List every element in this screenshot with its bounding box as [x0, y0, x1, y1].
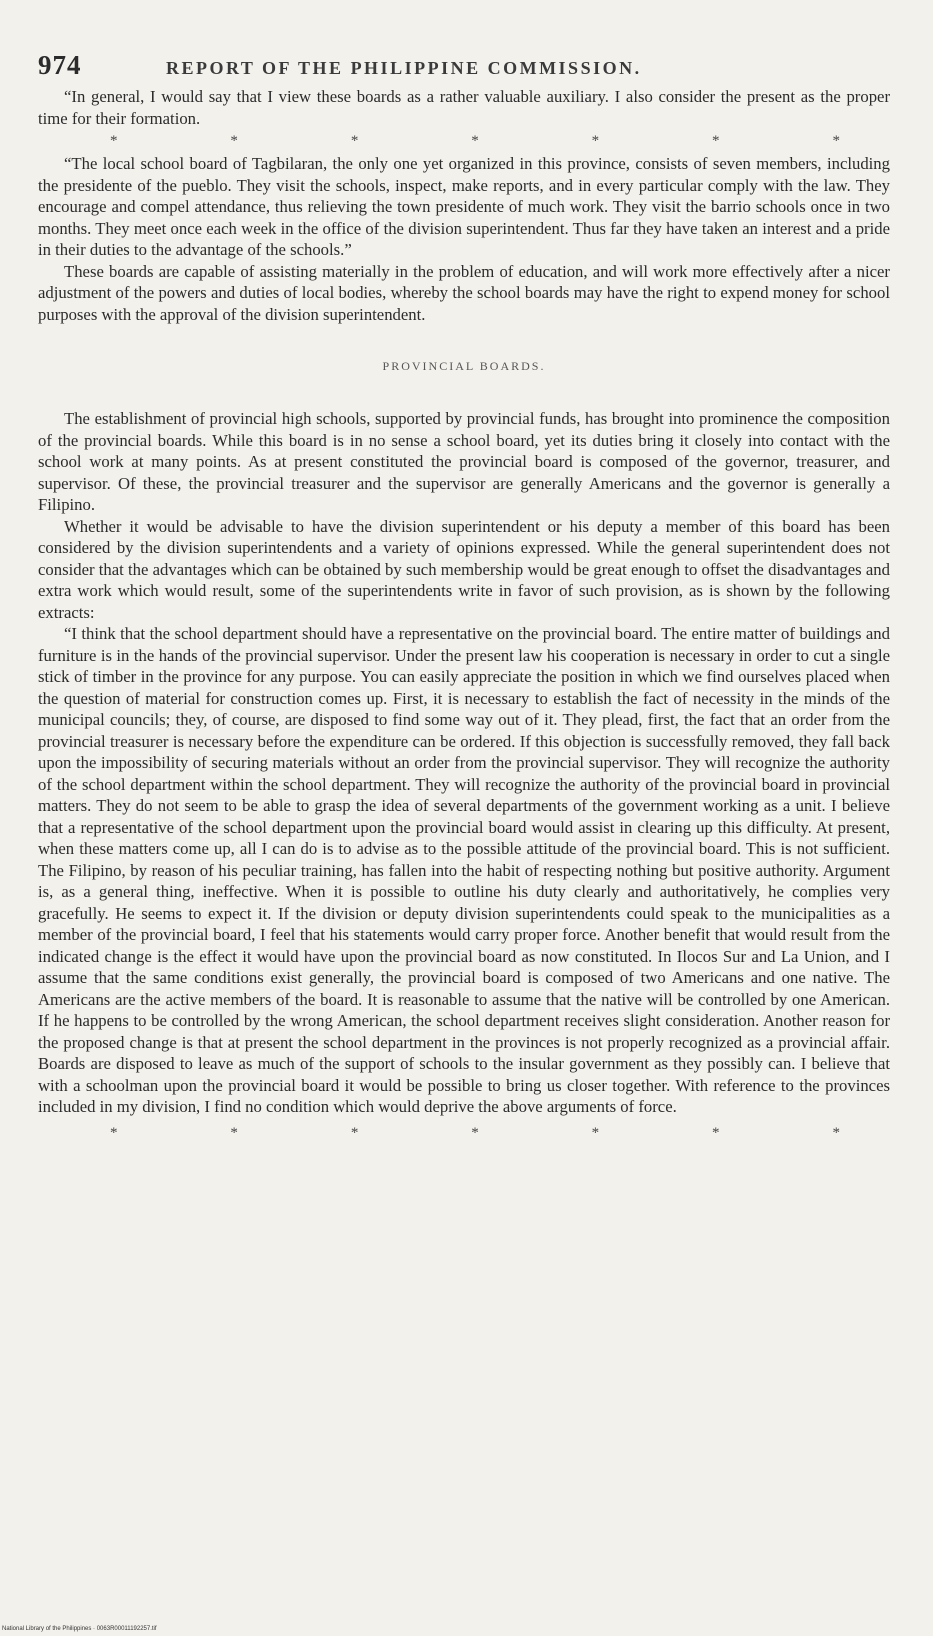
paragraph-whether: Whether it would be advisable to have the division superintendent or his deputy a member of this board has been considered by the division superintendents and a variety of opinions expressed. While the general superintendent does not consider that the advantages which can be obtained by such membership would be great enough to offset the disadvantages and extra work which would result, some of the superintendents write in favor of such provision, as is shown by the following extracts: [38, 516, 890, 622]
star: * [712, 132, 720, 149]
star: * [712, 1125, 720, 1141]
star: * [350, 1125, 359, 1141]
page-number: 974 [38, 50, 82, 80]
section-heading: PROVINCIAL BOARDS. [382, 359, 546, 373]
star: * [832, 132, 840, 149]
star: * [110, 132, 118, 149]
paragraph-establishment: The establishment of provincial high schools, supported by provincial funds, has brought into prominence the composition of the provincial boards. While this board is in no sense a school board, yet its duties bring it closely into contact with the school work at many points. As at present constituted the provincial board is composed of the governor, treasurer, and supervisor. Of these, the provincial treasurer and the supervisor are generally Americans and the governor is generally a Filipino. [38, 409, 890, 514]
scan-footer: National Library of the Philippines · 0063R00011192257.tif [2, 1626, 157, 1632]
star: * [110, 1125, 118, 1141]
star: * [591, 132, 600, 149]
paragraph-boards-capable: These boards are capable of assisting materially in the problem of education, and will work more effectively after a nicer adjustment of the powers and duties of local bodies, whereby the school boards may have the right to expend money for school purposes with the approval of the division superintendent. [38, 261, 890, 324]
paragraph-quote-1: “In general, I would say that I view these boards as a rather valuable auxiliary. I also consider the present as the proper time for their formation. [38, 87, 890, 128]
star: * [471, 1125, 479, 1141]
star: * [230, 132, 238, 149]
running-head: REPORT OF THE PHILIPPINE COMMISSION. [166, 58, 642, 78]
ellipsis-stars-top [38, 129, 890, 153]
star: * [230, 1125, 238, 1141]
ellipsis-stars-bottom [38, 1122, 890, 1146]
paragraph-tagbilaran: “The local school board of Tagbilaran, the only one yet organized in this province, consists of seven members, including the presidente of the pueblo. They visit the schools, inspect, make reports, and in every particular comply with the law. They encourage and compel attendance, thus relieving the town presidente of much work. They visit the barrio schools once in two months. They meet once each week in the office of the division superintendent. Thus far they have taken an interest and a pride in their duties to the advantage of the schools.” [38, 154, 890, 259]
page-header [38, 50, 890, 86]
star: * [832, 1125, 840, 1141]
document-page [38, 50, 890, 1146]
paragraph-quote-school-dept: “I think that the school department should have a representative on the provincial board. The entire matter of buildings and furniture is in the hands of the provincial supervisor. Under the present law his cooperation is necessary in order to cut a single stick of timber in the province for any purpose. You can easily appreciate the position in which we find ourselves placed when the question of material for construction comes up. First, it is necessary to establish the fact of necessity in the minds of the municipal councils; they, of course, are disposed to find some way out of it. They plead, first, the fact that an order from the provincial treasurer is necessary before the expenditure can be ordered. If this objection is successfully removed, they fall back upon the impossibility of securing materials without an order from the provincial supervisor. They will recognize the authority of the school department within the school department. They will recognize the authority of the provincial board in provincial matters. They do not seem to be able to grasp the idea of several departments of the government working as a unit. I believe that a representative of the school department upon the provincial board would assist in clearing up this difficulty. At present, when these matters come up, all I can do is to advise as to the possible attitude of the provincial board. This is not sufficient. The Filipino, by reason of his peculiar training, has fallen into the habit of respecting nothing but positive authority. Argument is, as a general thing, ineffective. When it is possible to outline his duty clearly and authoritatively, he complies very gracefully. He seems to expect it. If the division or deputy division superintendents could speak to the municipalities as a member of the provincial board, I feel that his statements would carry proper force. Another benefit that would result from the indicated change is the effect it would have upon the provincial board as now constituted. In Ilocos Sur and La Union, and I assume that the same conditions exist generally, the provincial board is composed of two Americans and one native. The Americans are the active members of the board. It is reasonable to assume that the native will be controlled by one American. If he happens to be controlled by the wrong American, the school department receives slight consideration. Another reason for the proposed change is that at present the school department in the provinces is not properly recognized as a provincial affair. Boards are disposed to leave as much of the support of schools to the insular government as they possibly can. I believe that with a schoolman upon the provincial board it would be possible to bring us closer together. With reference to the provinces included in my division, I find no condition which would deprive the above arguments of force. [38, 624, 890, 1116]
star: * [350, 132, 359, 149]
star: * [471, 132, 479, 149]
star: * [591, 1125, 600, 1141]
